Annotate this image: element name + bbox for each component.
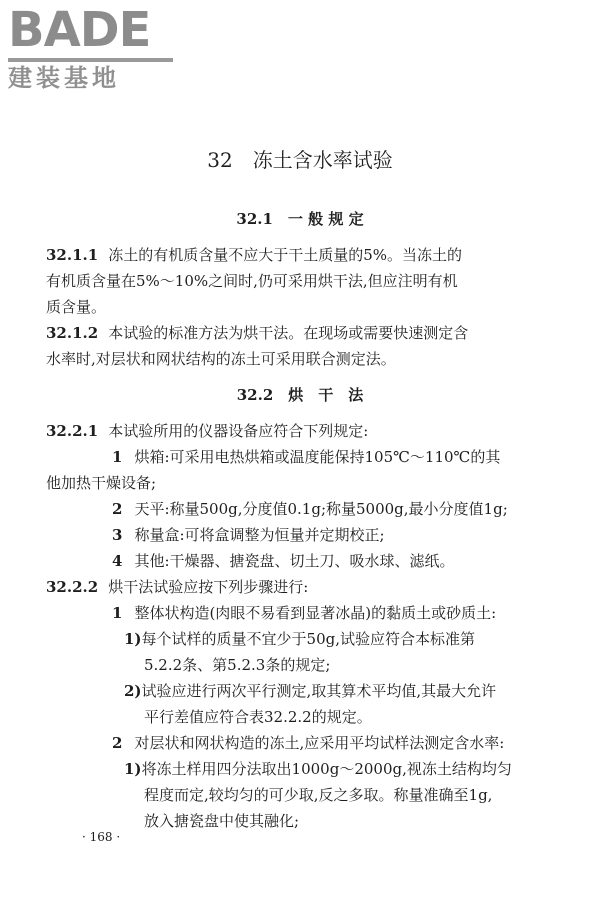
step-1-sub-2-line1 bbox=[124, 680, 496, 702]
item-number: 4 bbox=[112, 552, 123, 570]
clause-32-1-2-line2: 水率时,对层状和网状结构的冻土可采用联合测定法。 bbox=[46, 350, 396, 368]
item-text: 对层状和网状构造的冻土,应采用平均试样法测定含水率: bbox=[134, 734, 505, 752]
item-text: 称量盒:可将盒调整为恒量并定期校正; bbox=[134, 526, 385, 544]
clause-32-1-1-line3: 质含量。 bbox=[46, 298, 107, 316]
item-text: 其他:干燥器、搪瓷盘、切土刀、吸水球、滤纸。 bbox=[134, 552, 455, 570]
item-3 bbox=[112, 524, 385, 546]
step-1 bbox=[112, 602, 496, 624]
step-2 bbox=[112, 732, 504, 754]
sub-item-text: 将冻土样用四分法取出1000g～2000g,视冻土结构均匀 bbox=[141, 760, 512, 778]
clause-32-2-1-intro bbox=[46, 420, 368, 442]
logo-underline bbox=[8, 58, 173, 62]
chapter-title: 32 冻土含水率试验 bbox=[207, 148, 393, 172]
item-1-line1 bbox=[112, 446, 500, 468]
clause-32-1-1-line1 bbox=[46, 244, 462, 266]
item-text: 整体状构造(肉眼不易看到显著冰晶)的黏质土或砂质土: bbox=[134, 604, 497, 622]
sub-item-text: 试验应进行两次平行测定,取其算术平均值,其最大允许 bbox=[141, 682, 497, 700]
section-title-32-2: 32.2 烘 干 法 bbox=[236, 386, 364, 404]
sub-item-number: 2) bbox=[124, 682, 142, 700]
item-2 bbox=[112, 498, 508, 520]
sub-item-text: 每个试样的质量不宜少于50g,试验应符合本标准第 bbox=[141, 630, 476, 648]
logo-wordmark: BADE bbox=[8, 2, 151, 58]
clause-number: 32.1.2 bbox=[46, 324, 99, 342]
clause-number: 32.2.1 bbox=[46, 422, 99, 440]
step-2-sub-1-line3: 放入搪瓷盘中使其融化; bbox=[144, 812, 300, 830]
clause-text: 本试验的标准方法为烘干法。在现场或需要快速测定含 bbox=[108, 324, 469, 342]
clause-number: 32.2.2 bbox=[46, 578, 99, 596]
sub-item-number: 1) bbox=[124, 630, 142, 648]
clause-text: 冻土的有机质含量不应大于干土质量的5%。当冻土的 bbox=[108, 246, 463, 264]
step-2-sub-1-line1 bbox=[124, 758, 512, 780]
logo-subtitle: 建装基地 bbox=[8, 64, 120, 92]
clause-text: 烘干法试验应按下列步骤进行: bbox=[108, 578, 309, 596]
clause-number: 32.1.1 bbox=[46, 246, 99, 264]
step-1-sub-1-line2: 5.2.2条、第5.2.3条的规定; bbox=[144, 656, 331, 674]
sub-item-number: 1) bbox=[124, 760, 142, 778]
item-4 bbox=[112, 550, 455, 572]
item-1-line2: 他加热干燥设备; bbox=[46, 474, 157, 492]
item-number: 1 bbox=[112, 448, 123, 466]
clause-32-2-2-intro bbox=[46, 576, 308, 598]
item-text: 天平:称量500g,分度值0.1g;称量5000g,最小分度值1g; bbox=[134, 500, 508, 518]
item-text: 烘箱:可采用电热烘箱或温度能保持105℃～110℃的其 bbox=[134, 448, 501, 466]
logo bbox=[8, 2, 178, 92]
clause-32-1-1-line2: 有机质含量在5%～10%之间时,仍可采用烘干法,但应注明有机 bbox=[46, 272, 458, 290]
step-1-sub-1-line1 bbox=[124, 628, 475, 650]
step-2-sub-1-line2: 程度而定,较均匀的可少取,反之多取。称量准确至1g, bbox=[144, 786, 493, 804]
item-number: 3 bbox=[112, 526, 123, 544]
item-number: 1 bbox=[112, 604, 123, 622]
step-1-sub-2-line2: 平行差值应符合表32.2.2的规定。 bbox=[144, 708, 372, 726]
clause-32-1-2-line1 bbox=[46, 322, 468, 344]
page-number: · 168 · bbox=[82, 830, 121, 844]
clause-text: 本试验所用的仪器设备应符合下列规定: bbox=[108, 422, 369, 440]
section-title-32-1: 32.1 一 般 规 定 bbox=[236, 210, 364, 228]
item-number: 2 bbox=[112, 734, 123, 752]
item-number: 2 bbox=[112, 500, 123, 518]
